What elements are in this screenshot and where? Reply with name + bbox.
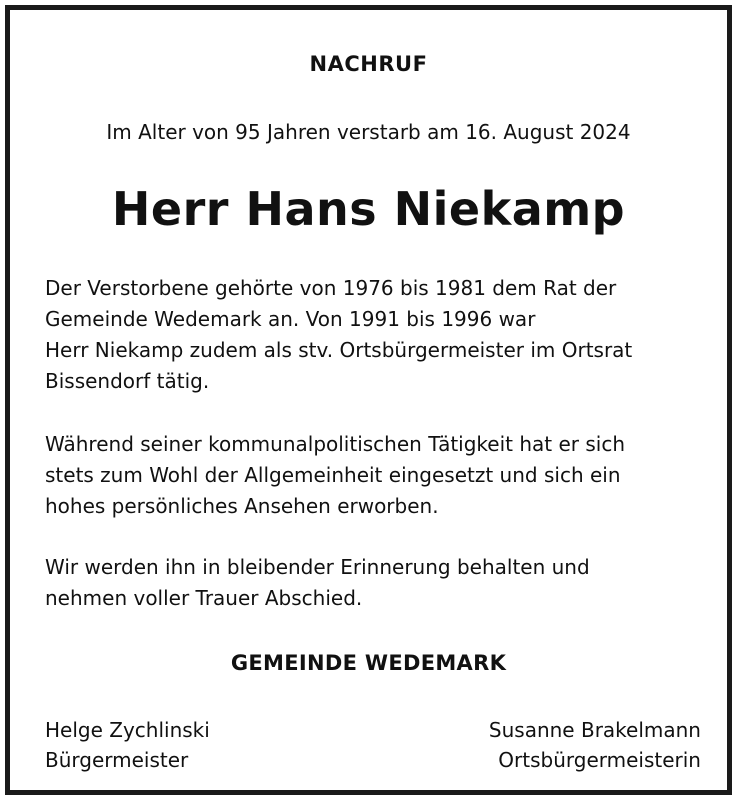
signatory-title: Bürgermeister: [45, 748, 189, 772]
paragraph-line: Der Verstorbene gehörte von 1976 bis 1981 dem Rat der: [45, 276, 617, 300]
paragraph-career: [45, 273, 705, 397]
paragraph-line: Gemeinde Wedemark an. Von 1991 bis 1996 war: [45, 307, 536, 331]
paragraph-line: Bissendorf tätig.: [45, 369, 210, 393]
paragraph-tribute: [45, 429, 705, 522]
deceased-name: Herr Hans Niekamp: [111, 182, 626, 236]
notice-heading: NACHRUF: [309, 52, 428, 76]
paragraph-line: Herr Niekamp zudem als stv. Ortsbürgermeister im Ortsrat: [45, 338, 633, 362]
paragraph-line: hohes persönliches Ansehen erworben.: [45, 494, 439, 518]
organization-name: GEMEINDE WEDEMARK: [230, 651, 507, 675]
paragraph-line: stets zum Wohl der Allgemeinheit eingesetzt und sich ein: [45, 463, 621, 487]
paragraph-line: Während seiner kommunalpolitischen Tätigkeit hat er sich: [45, 432, 626, 456]
obituary-notice: [5, 5, 732, 795]
paragraph-farewell: [45, 552, 705, 614]
signatory-name: Helge Zychlinski: [45, 718, 210, 742]
paragraph-line: Wir werden ihn in bleibender Erinnerung behalten und: [45, 555, 590, 579]
signatory-title: Ortsbürgermeisterin: [498, 748, 701, 772]
signatory-mayor: [45, 715, 210, 775]
signatory-local-mayor: [489, 715, 701, 775]
paragraph-line: nehmen voller Trauer Abschied.: [45, 586, 363, 610]
signatory-name: Susanne Brakelmann: [488, 718, 701, 742]
death-announcement: Im Alter von 95 Jahren verstarb am 16. August 2024: [106, 120, 631, 144]
